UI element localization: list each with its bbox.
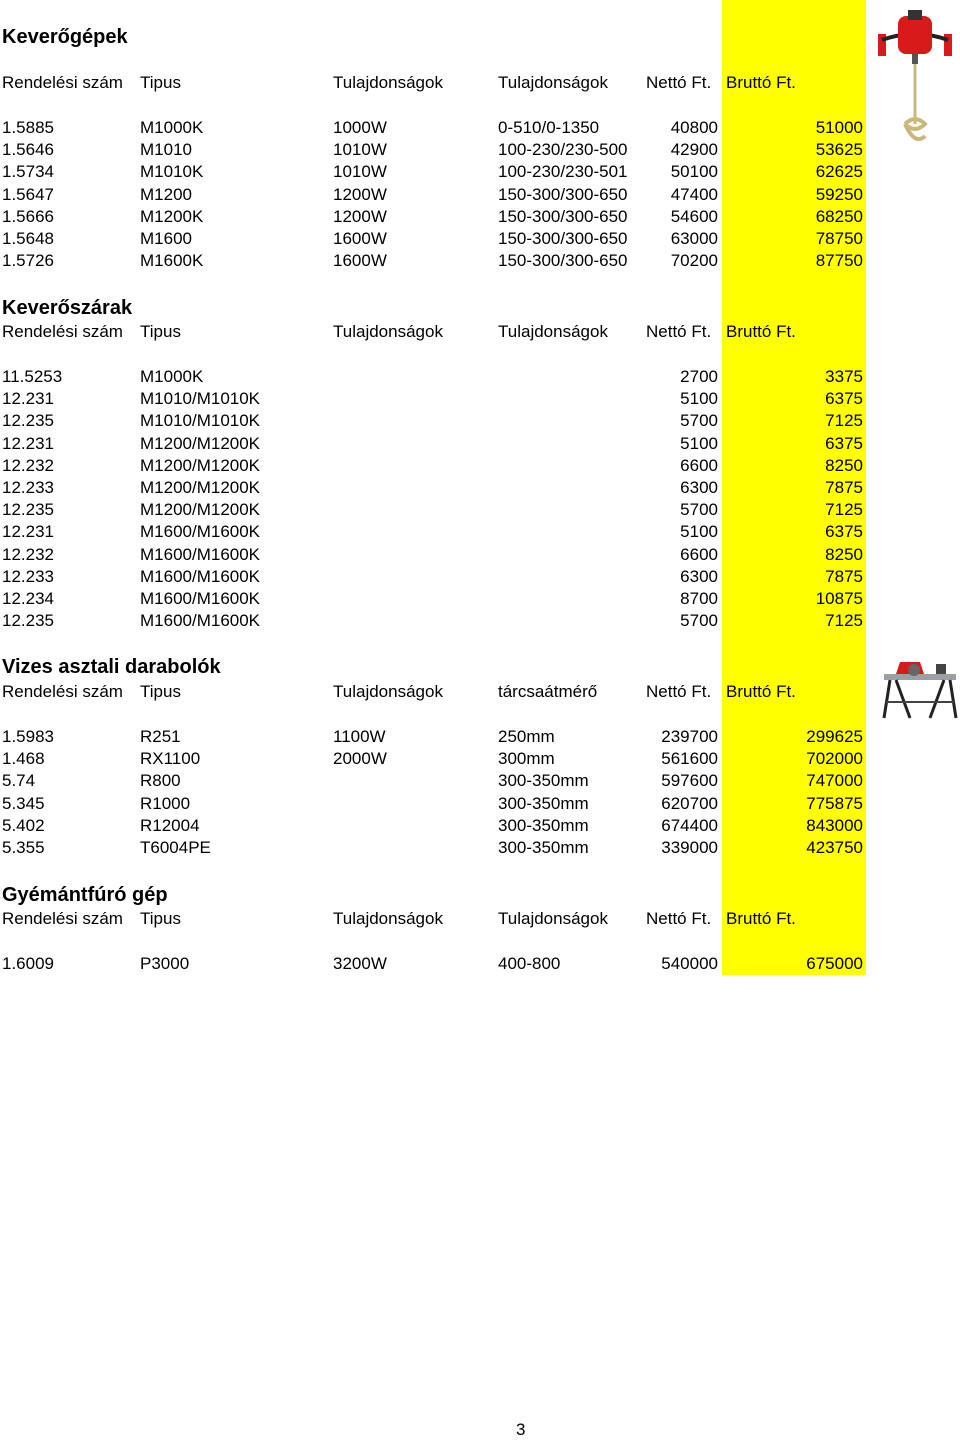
table-cell: 5100 xyxy=(680,433,718,453)
header-cell: Tipus xyxy=(140,73,181,92)
table-row xyxy=(0,433,960,455)
table-cell: 1600W xyxy=(333,229,387,248)
table-cell: 1200W xyxy=(333,206,387,226)
table-cell: 6375 xyxy=(825,522,863,542)
table-row xyxy=(0,455,960,477)
table-cell: 620700 xyxy=(661,793,718,813)
table-cell: 400-800 xyxy=(498,954,561,973)
table-cell: M1010K xyxy=(140,162,204,182)
table-cell: M1200/M1200K xyxy=(140,478,261,497)
table-cell: 7875 xyxy=(825,478,863,497)
table-cell: 775875 xyxy=(806,793,863,813)
table-header xyxy=(0,321,960,343)
table-cell: 12.232 xyxy=(2,455,54,475)
header-cell: Tulajdonságok xyxy=(333,73,443,92)
table-cell: M1200 xyxy=(140,184,192,204)
header-cell: Tulajdonságok xyxy=(498,909,608,928)
table-row xyxy=(0,250,960,272)
table-row xyxy=(0,499,960,521)
table-cell: 12.231 xyxy=(2,389,54,409)
table-cell: M1600/M1600K xyxy=(140,589,261,608)
table-cell: 12.231 xyxy=(2,522,54,542)
page-number: 3 xyxy=(516,1420,526,1439)
table-cell: 100-230/230-501 xyxy=(498,162,628,182)
table-cell: 6375 xyxy=(825,433,863,453)
table-cell: 674400 xyxy=(661,815,718,835)
table-row xyxy=(0,726,960,748)
table-cell: 11.5253 xyxy=(2,367,63,386)
table-cell: T6004PE xyxy=(140,838,211,857)
table-cell: 7125 xyxy=(825,611,863,631)
table-cell: 51000 xyxy=(815,118,863,137)
table-header xyxy=(0,72,960,94)
table-cell: 2000W xyxy=(333,749,387,769)
table-cell: 5.345 xyxy=(2,793,45,813)
table-cell: 7125 xyxy=(825,500,863,520)
table-cell: R800 xyxy=(140,771,181,791)
table-cell: M1010/M1010K xyxy=(140,389,261,409)
table-cell: 339000 xyxy=(661,838,718,857)
table-cell: 40800 xyxy=(670,118,718,137)
table-cell: M1010/M1010K xyxy=(140,411,261,431)
table-cell: 423750 xyxy=(806,838,863,857)
header-cell: Tulajdonságok xyxy=(498,322,608,341)
header-cell: Tulajdonságok xyxy=(333,682,443,701)
table-cell: 540000 xyxy=(661,954,718,973)
table-row xyxy=(0,610,960,632)
table-cell: 1.5983 xyxy=(2,727,54,746)
table-row xyxy=(0,117,960,139)
table-cell: 70200 xyxy=(670,251,718,271)
table-cell: 5100 xyxy=(680,389,718,409)
table-cell: 561600 xyxy=(661,749,718,769)
table-cell: 8700 xyxy=(680,589,718,608)
table-cell: 5.355 xyxy=(2,838,45,857)
section-title: Vizes asztali darabolók xyxy=(2,656,221,678)
table-cell: 1.6009 xyxy=(2,954,54,973)
table-cell: 68250 xyxy=(815,206,863,226)
table-cell: 7875 xyxy=(825,566,863,586)
table-cell: M1600/M1600K xyxy=(140,544,261,564)
header-cell: Rendelési szám xyxy=(2,322,123,341)
table-cell: 300-350mm xyxy=(498,771,589,791)
table-cell: 10875 xyxy=(815,589,863,608)
table-cell: M1600/M1600K xyxy=(140,611,261,631)
table-row xyxy=(0,953,960,975)
table-cell: 1.5734 xyxy=(2,162,54,182)
table-cell: 3375 xyxy=(825,367,863,386)
table-cell: 1.5726 xyxy=(2,251,54,271)
table-cell: M1200K xyxy=(140,206,204,226)
table-header xyxy=(0,908,960,930)
table-cell: 7125 xyxy=(825,411,863,431)
table-row xyxy=(0,837,960,859)
table-cell: 12.235 xyxy=(2,411,54,431)
table-cell: M1000K xyxy=(140,367,204,386)
table-cell: 12.233 xyxy=(2,478,54,497)
header-cell: Bruttó Ft. xyxy=(726,909,796,928)
header-cell: Nettó Ft. xyxy=(646,73,712,92)
table-cell: 87750 xyxy=(815,251,863,271)
table-cell: 54600 xyxy=(670,206,718,226)
header-cell: Bruttó Ft. xyxy=(726,73,796,92)
table-cell: 6300 xyxy=(680,566,718,586)
table-cell: 300-350mm xyxy=(498,815,589,835)
table-cell: 747000 xyxy=(806,771,863,791)
table-cell: 1200W xyxy=(333,184,387,204)
table-row xyxy=(0,793,960,815)
section-title: Keverőgépek xyxy=(2,26,128,48)
header-cell: Nettó Ft. xyxy=(646,682,712,701)
header-cell: Tipus xyxy=(140,682,181,701)
table-cell: 1.5648 xyxy=(2,229,54,248)
table-cell: 8250 xyxy=(825,455,863,475)
header-cell: Tipus xyxy=(140,909,181,928)
header-cell: Tulajdonságok xyxy=(498,73,608,92)
header-cell: Tulajdonságok xyxy=(333,909,443,928)
table-cell: 6600 xyxy=(680,455,718,475)
table-cell: 5700 xyxy=(680,611,718,631)
header-cell: Rendelési szám xyxy=(2,682,123,701)
table-cell: 47400 xyxy=(670,184,718,204)
table-cell: 239700 xyxy=(661,727,718,746)
table-cell: 1010W xyxy=(333,140,387,160)
table-cell: 1000W xyxy=(333,118,387,137)
table-row xyxy=(0,521,960,543)
table-cell: 42900 xyxy=(670,140,718,160)
table-cell: 843000 xyxy=(806,815,863,835)
section-title: Keverőszárak xyxy=(2,297,133,319)
table-cell: M1600/M1600K xyxy=(140,522,261,542)
table-cell: 299625 xyxy=(806,727,863,746)
table-cell: 675000 xyxy=(806,954,863,973)
table-cell: 1.5646 xyxy=(2,140,54,160)
table-row xyxy=(0,566,960,588)
table-cell: 300mm xyxy=(498,749,555,769)
table-cell: 78750 xyxy=(815,229,863,248)
table-row xyxy=(0,206,960,228)
table-header xyxy=(0,681,960,703)
table-cell: 3200W xyxy=(333,954,387,973)
table-cell: 12.234 xyxy=(2,589,54,608)
header-cell: tárcsaátmérő xyxy=(498,682,598,701)
table-cell: 5700 xyxy=(680,411,718,431)
header-cell: Tulajdonságok xyxy=(333,322,443,341)
table-row xyxy=(0,366,960,388)
table-cell: 250mm xyxy=(498,727,555,746)
table-cell: 50100 xyxy=(670,162,718,182)
header-cell: Tipus xyxy=(140,322,181,341)
table-row xyxy=(0,410,960,432)
table-cell: 702000 xyxy=(806,749,863,769)
table-cell: 8250 xyxy=(825,544,863,564)
table-cell: 5700 xyxy=(680,500,718,520)
table-row xyxy=(0,815,960,837)
table-cell: 1600W xyxy=(333,251,387,271)
table-cell: 5.402 xyxy=(2,815,45,835)
table-cell: RX1100 xyxy=(140,749,201,769)
section-title: Gyémántfúró gép xyxy=(2,884,168,906)
table-cell: 12.231 xyxy=(2,433,54,453)
header-cell: Nettó Ft. xyxy=(646,322,712,341)
table-row xyxy=(0,544,960,566)
table-row xyxy=(0,139,960,161)
table-cell: 150-300/300-650 xyxy=(498,251,628,271)
table-row xyxy=(0,388,960,410)
table-cell: 6375 xyxy=(825,389,863,409)
table-cell: 1.5885 xyxy=(2,118,54,137)
table-cell: 6600 xyxy=(680,544,718,564)
table-cell: M1010 xyxy=(140,140,192,160)
table-row xyxy=(0,588,960,610)
table-cell: P3000 xyxy=(140,954,190,973)
table-cell: 150-300/300-650 xyxy=(498,206,628,226)
table-cell: 1.5666 xyxy=(2,206,54,226)
table-row xyxy=(0,228,960,250)
table-cell: M1600 xyxy=(140,229,192,248)
table-cell: 100-230/230-500 xyxy=(498,140,628,160)
table-row xyxy=(0,748,960,770)
table-row xyxy=(0,770,960,792)
table-cell: 12.233 xyxy=(2,566,54,586)
table-cell: 0-510/0-1350 xyxy=(498,118,600,137)
table-cell: 62625 xyxy=(815,162,863,182)
tile-saw-table-icon xyxy=(880,656,960,722)
header-cell: Bruttó Ft. xyxy=(726,682,796,701)
table-row xyxy=(0,161,960,183)
table-cell: 1100W xyxy=(333,727,386,746)
table-cell: 150-300/300-650 xyxy=(498,229,628,248)
table-cell: 12.232 xyxy=(2,544,54,564)
table-row xyxy=(0,477,960,499)
table-cell: 12.235 xyxy=(2,611,54,631)
table-cell: 6300 xyxy=(680,478,718,497)
table-cell: 300-350mm xyxy=(498,793,589,813)
table-cell: 2700 xyxy=(680,367,718,386)
table-cell: 53625 xyxy=(815,140,863,160)
table-cell: 5.74 xyxy=(2,771,36,791)
table-cell: 1.5647 xyxy=(2,184,54,204)
table-cell: M1200/M1200K xyxy=(140,433,261,453)
table-cell: R251 xyxy=(140,727,181,746)
header-cell: Rendelési szám xyxy=(2,909,123,928)
table-cell: M1200/M1200K xyxy=(140,500,261,520)
table-cell: 300-350mm xyxy=(498,838,589,857)
table-cell: 63000 xyxy=(670,229,718,248)
table-cell: 597600 xyxy=(661,771,718,791)
table-cell: 5100 xyxy=(680,522,718,542)
table-cell: 1.468 xyxy=(2,749,45,769)
table-cell: M1600/M1600K xyxy=(140,566,261,586)
header-cell: Rendelési szám xyxy=(2,73,123,92)
table-cell: 150-300/300-650 xyxy=(498,184,628,204)
table-cell: 12.235 xyxy=(2,500,54,520)
table-cell: M1000K xyxy=(140,118,204,137)
table-cell: 59250 xyxy=(815,184,863,204)
table-cell: R1000 xyxy=(140,793,191,813)
table-cell: M1600K xyxy=(140,251,204,271)
table-cell: M1200/M1200K xyxy=(140,455,261,475)
table-cell: 1010W xyxy=(333,162,387,182)
header-cell: Bruttó Ft. xyxy=(726,322,796,341)
table-row xyxy=(0,184,960,206)
table-cell: R12004 xyxy=(140,815,200,835)
header-cell: Nettó Ft. xyxy=(646,909,712,928)
